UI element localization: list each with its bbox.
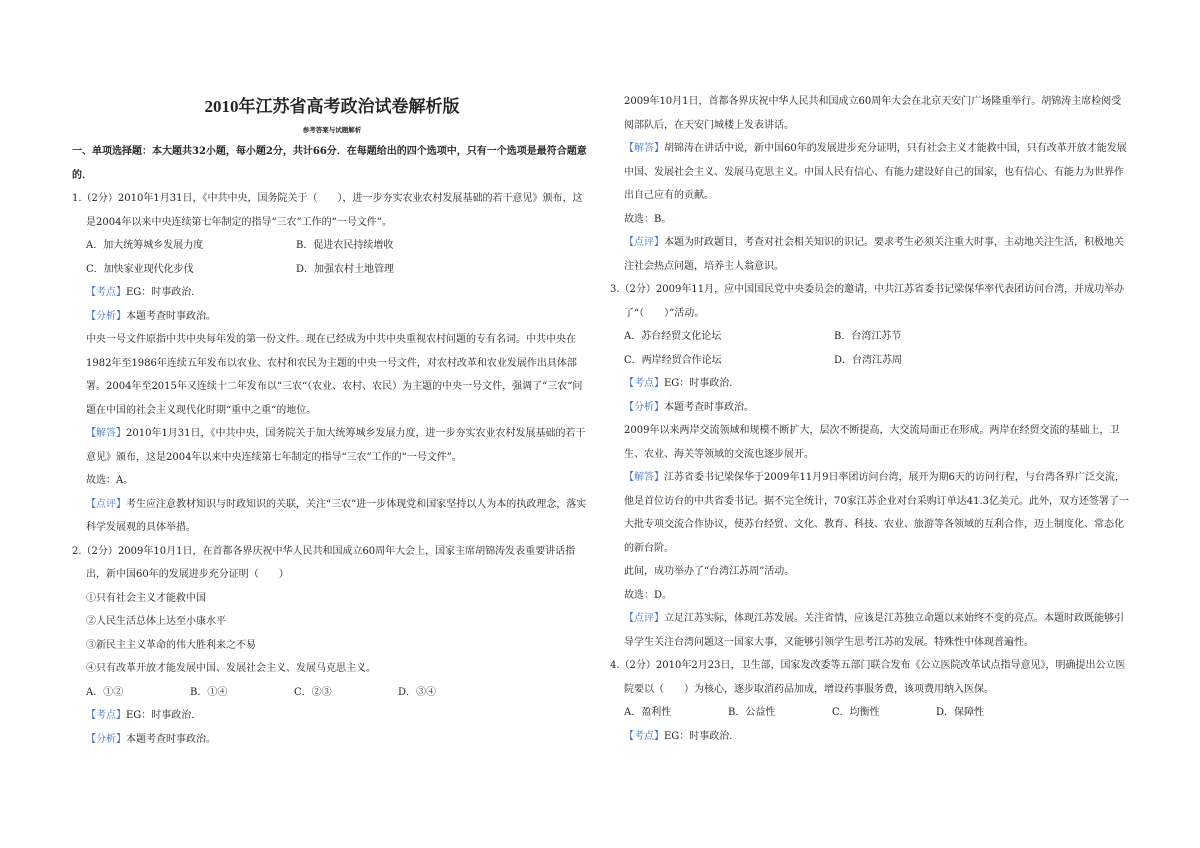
option-c: C．两岸经贸合作论坛 (624, 354, 722, 366)
question-1 (72, 187, 592, 540)
page-title: 2010年江苏省高考政治试卷解析版 (204, 97, 460, 116)
statement-2: ②人民生活总体上达至小康水平 (86, 616, 226, 627)
option-row (610, 349, 1130, 373)
analysis-text: 2009年以来两岸交流领域和规模不断扩大，层次不断提高，大交流局面正在形成。两岸在经贸交流的基础上，卫生、农业、海关等领域的交流也逐步展开。 (624, 425, 1120, 460)
option-row (72, 681, 592, 705)
option-d: D．台湾江苏周 (834, 354, 903, 366)
kaodian (72, 281, 592, 305)
option-c: C．加快家业现代化步伐 (86, 263, 194, 275)
question-stem: 3.（2分）2009年11月，应中国国民党中央委员会的邀请，中共江苏省委书记梁保华率代表团访问台湾，并成功举办了“（ ）”活动。 (610, 284, 1125, 319)
analysis-text: 中央一号文件原指中共中央每年发的第一份文件。现在已经成为中共中央重视农村问题的专有名词。中共中央在1982年至1986年连续五年发布以农业、农村和农民为主题的中央一号文件，对农村改革和农业发展作出具体部署。2004年至2015年又连续十二年发布以“三农“（农业、农村、农民）为主题的中央一号文件，强调了“三农“问题在中国的社会主义现代化时期“重中之重“的地位。 (86, 334, 583, 416)
kaodian-text: EG：时事政治． (126, 710, 202, 721)
fenxi-tag: 【分析】 (86, 733, 126, 745)
fenxi (72, 728, 592, 752)
kaodian-tag: 【考点】 (624, 730, 664, 742)
kaodian (610, 372, 1130, 396)
jieda (610, 466, 1130, 560)
jieda-conclusion: 此间，成功举办了“台湾江苏周”活动。 (624, 566, 795, 577)
dianping-tag: 【点评】 (624, 237, 664, 248)
section-heading: 一、单项选择题：本大题共32小题，每小题2分，共计66分．在每题给出的四个选项中，只有一个选项是最符合题意的． (72, 146, 587, 181)
answer: 故选：D。 (624, 589, 673, 601)
option-d: D．③④ (398, 686, 437, 698)
kaodian-text: EG：时事政治． (664, 730, 740, 742)
question-3 (610, 278, 1130, 654)
option-b: B．促进农民持续增收 (296, 240, 394, 251)
statement-4: ④只有改革开放才能发展中国、发展社会主义、发展马克思主义。 (86, 663, 376, 674)
dianping (72, 493, 592, 540)
kaodian (610, 725, 1130, 749)
option-a: A．加大统筹城乡发展力度 (86, 240, 204, 251)
fenxi-text: 本题考查时事政治。 (664, 401, 754, 413)
jieda-tag: 【解答】 (624, 472, 664, 483)
option-row (72, 234, 592, 258)
option-b: B．①④ (190, 686, 228, 698)
fenxi-text: 本题考查时事政治。 (126, 733, 216, 745)
kaodian (72, 704, 592, 728)
question-stem: 2.（2分）2009年10月1日，在首都各界庆祝中华人民共和国成立60周年大会上，国家主席胡锦涛发表重要讲话指出，新中国60年的发展进步充分证明（ ） (72, 545, 576, 580)
dianping-tag: 【点评】 (624, 613, 664, 624)
kaodian-text: EG：时事政治． (126, 287, 202, 298)
option-c: C．均衡性 (832, 707, 880, 718)
question-2 (72, 540, 592, 752)
kaodian-tag: 【考点】 (624, 378, 664, 389)
kaodian-tag: 【考点】 (86, 710, 126, 721)
left-column (72, 0, 592, 751)
dianping (610, 607, 1130, 654)
dianping (624, 231, 1130, 278)
fenxi-tag: 【分析】 (624, 401, 664, 413)
dianping-text: 考生应注意教材知识与时政知识的关联，关注“三农”进一步体现党和国家坚持以人为本的执政理念，落实科学发展观的具体举措。 (86, 498, 587, 533)
fenxi-tag: 【分析】 (86, 310, 126, 322)
question-stem: 4.（2分）2010年2月23日，卫生部，国家发改委等五部门联合发布《公立医院改革试点指导意见》，明确提出公立医院要以（ ）为核心，逐步取消药品加成，增设药事服务费，该项费用纳入医保。 (610, 660, 1126, 695)
fenxi (72, 305, 592, 329)
jieda (72, 422, 592, 469)
q2-continued-text: 2009年10月1日，首都各界庆祝中华人民共和国成立60周年大会在北京天安门广场隆重举行。胡锦涛主席检阅受阅部队后，在天安门城楼上发表讲话。 (624, 96, 1122, 131)
dianping-text: 本题为时政题目，考查对社会相关知识的识记。要求考生必须关注重大时事，主动地关注生活，积极地关注社会热点问题，培养主人翁意识。 (624, 237, 1124, 272)
jieda-text: 胡锦涛在讲话中说，新中国60年的发展进步充分证明，只有社会主义才能救中国，只有改革开放才能发展中国、发展社会主义、发展马克思主义。中国人民有信心、有能力建设好自己的国家，也有信心、有能力为世界作出自己应有的贡献。 (624, 143, 1127, 201)
jieda-tag: 【解答】 (624, 143, 664, 154)
statement-3: ③新民主主义革命的伟大胜利来之不易 (86, 639, 256, 651)
option-b: B．公益性 (728, 707, 776, 718)
answer: 故选：B。 (624, 213, 672, 225)
dianping-tag: 【点评】 (86, 498, 126, 510)
option-d: D．加强农村土地管理 (296, 263, 395, 275)
kaodian-tag: 【考点】 (86, 287, 126, 298)
option-a: A．盈利性 (624, 707, 672, 718)
fenxi (610, 396, 1130, 420)
jieda-text: 2010年1月31日，《中共中央，国务院关于加大统筹城乡发展力度，进一步夯实农业农村发展基础的若干意见》颁布，这是2004年以来中央连续第七年制定的指导“三农”工作的“一号文件”。 (86, 428, 586, 463)
jieda (624, 137, 1130, 208)
fenxi-text: 本题考查时事政治。 (126, 310, 216, 322)
kaodian-text: EG：时事政治． (664, 378, 740, 389)
statement-1: ①只有社会主义才能救中国 (86, 592, 206, 604)
option-c: C．②③ (294, 686, 332, 698)
dianping-text: 立足江苏实际，体现江苏发展。关注省情，应该是江苏独立命题以来始终不变的亮点。本题时政既能够引导学生关注台湾问题这一国家大事，又能够引领学生思考江苏的发展。特殊性中体现普遍性。 (624, 613, 1124, 648)
answer: 故选：A。 (86, 475, 134, 486)
option-a: A．苏台经贸文化论坛 (624, 331, 722, 342)
option-row (610, 701, 1130, 725)
option-a: A．①② (86, 686, 124, 698)
option-row (610, 325, 1130, 349)
option-b: B．台湾江苏节 (834, 331, 902, 342)
option-d: D．保障性 (936, 707, 985, 718)
question-stem: 1.（2分）2010年1月31日，《中共中央，国务院关于（ ），进一步夯实农业农村发展基础的若干意见》颁布，这是2004年以来中央连续第七年制定的指导“三农”工作的“一号文件”。 (72, 193, 583, 228)
page-subtitle: 参考答案与试题解析 (302, 126, 362, 134)
jieda-tag: 【解答】 (86, 428, 126, 439)
option-row (72, 258, 592, 282)
right-column (610, 90, 1130, 748)
jieda-text: 江苏省委书记梁保华于2009年11月9日率团访问台湾，展开为期6天的访问行程，与台湾各界广泛交流，他是首位访台的中共省委书记。据不完全统计，70家江苏企业对台采购订单达41.3亿美元。此外，双方还签署了一大批专项交流合作协议，使苏台经贸、文化、教育、科技、农业、旅游等各领域的互利合作，迈上制度化、常态化的新台阶。 (624, 472, 1129, 554)
question-4 (610, 654, 1130, 748)
